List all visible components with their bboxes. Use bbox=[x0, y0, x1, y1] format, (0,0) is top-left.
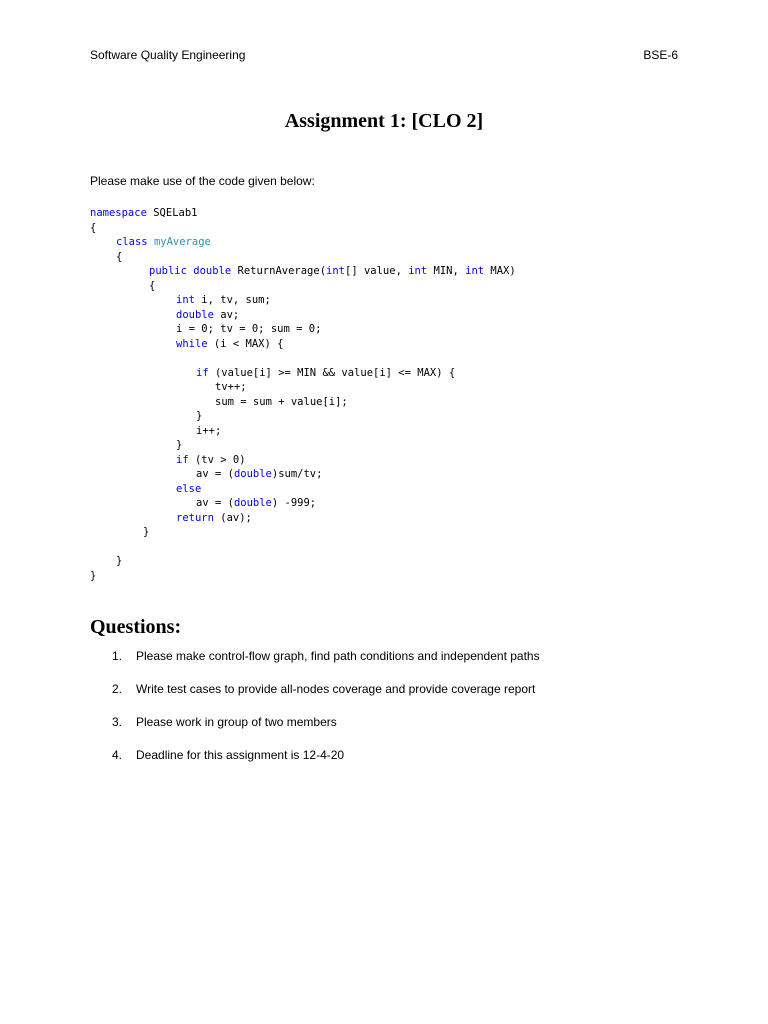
code-type: myAverage bbox=[153, 236, 211, 248]
code-text: } bbox=[116, 555, 123, 567]
code-text: i, tv, sum; bbox=[194, 294, 271, 306]
code-keyword: double bbox=[233, 497, 272, 509]
code-line bbox=[90, 467, 516, 482]
code-line bbox=[90, 496, 516, 511]
code-line bbox=[90, 206, 516, 221]
code-text: ReturnAverage( bbox=[231, 265, 327, 277]
code-keyword: int bbox=[408, 265, 428, 277]
code-line bbox=[90, 322, 516, 337]
code-keyword: double bbox=[233, 468, 272, 480]
code-blank-line bbox=[90, 351, 516, 366]
question-text: Please work in group of two members bbox=[136, 715, 337, 729]
questions-heading: Questions: bbox=[90, 616, 182, 638]
code-keyword: if bbox=[196, 366, 209, 379]
code-text: MIN, bbox=[427, 265, 466, 277]
code-text: tv++; bbox=[215, 381, 247, 393]
code-keyword: return bbox=[176, 511, 214, 524]
code-line bbox=[90, 250, 516, 265]
code-keyword: double bbox=[176, 308, 214, 321]
code-keyword: class bbox=[116, 236, 148, 248]
code-text: i++; bbox=[196, 424, 222, 437]
header-class-code: BSE-6 bbox=[643, 48, 678, 62]
intro-text: Please make use of the code given below: bbox=[90, 174, 315, 188]
header-course-title: Software Quality Engineering bbox=[90, 48, 246, 62]
code-text: (av); bbox=[213, 511, 252, 524]
code-line bbox=[90, 293, 516, 308]
code-line bbox=[90, 424, 516, 439]
code-keyword: namespace bbox=[90, 207, 147, 219]
question-item bbox=[112, 748, 344, 762]
code-text: sum = sum + value[i]; bbox=[215, 395, 348, 408]
code-text: } bbox=[143, 526, 150, 538]
code-keyword: double bbox=[193, 265, 232, 277]
code-keyword: int bbox=[176, 294, 195, 306]
code-text: SQELab1 bbox=[146, 207, 198, 219]
code-line bbox=[90, 308, 516, 323]
question-number: 2. bbox=[112, 682, 123, 696]
question-item bbox=[112, 715, 337, 729]
code-text: ) -999; bbox=[271, 497, 317, 509]
code-keyword: int bbox=[326, 265, 345, 277]
question-number: 1. bbox=[112, 649, 123, 663]
code-line bbox=[90, 366, 516, 381]
code-line bbox=[90, 279, 516, 294]
code-line bbox=[90, 482, 516, 497]
code-text: { bbox=[90, 221, 97, 234]
code-line bbox=[90, 221, 516, 236]
code-line bbox=[90, 395, 516, 410]
code-line bbox=[90, 438, 516, 453]
question-text: Deadline for this assignment is 12-4-20 bbox=[136, 748, 345, 762]
page-title: Assignment 1: [CLO 2] bbox=[284, 110, 484, 132]
question-text: Please make control-flow graph, find path conditions and independent paths bbox=[136, 649, 540, 663]
code-line bbox=[90, 409, 516, 424]
question-number: 3. bbox=[112, 715, 123, 729]
code-blank-line bbox=[90, 540, 516, 555]
code-text: (tv > 0) bbox=[188, 453, 246, 466]
code-keyword: if bbox=[176, 453, 189, 466]
code-line bbox=[90, 264, 516, 279]
code-line bbox=[90, 337, 516, 352]
code-text: { bbox=[116, 250, 123, 263]
code-line bbox=[90, 235, 516, 250]
code-keyword: while bbox=[176, 337, 208, 350]
code-keyword: else bbox=[176, 482, 202, 495]
code-text: av = ( bbox=[196, 497, 234, 509]
code-text: av; bbox=[213, 308, 240, 321]
code-text: } bbox=[196, 410, 203, 422]
code-text: { bbox=[149, 279, 156, 292]
code-line bbox=[90, 453, 516, 468]
question-item bbox=[112, 682, 535, 696]
code-text: i = 0; tv = 0; sum = 0; bbox=[176, 323, 322, 335]
question-number: 4. bbox=[112, 748, 123, 762]
code-text: [] value, bbox=[345, 265, 409, 277]
code-keyword: int bbox=[465, 265, 485, 277]
code-text: } bbox=[176, 439, 183, 451]
code-line bbox=[90, 554, 516, 569]
code-line bbox=[90, 569, 516, 584]
question-item bbox=[112, 649, 540, 663]
code-text: MAX) bbox=[484, 265, 516, 277]
code-keyword: public bbox=[149, 265, 187, 277]
code-line bbox=[90, 525, 516, 540]
code-line bbox=[90, 511, 516, 526]
code-text: )sum/tv; bbox=[271, 468, 323, 480]
question-text: Write test cases to provide all-nodes coverage and provide coverage report bbox=[136, 682, 536, 696]
code-text: av = ( bbox=[196, 468, 234, 480]
code-text: (value[i] >= MIN && value[i] <= MAX) { bbox=[208, 366, 456, 379]
code-text: } bbox=[90, 569, 97, 582]
code-line bbox=[90, 380, 516, 395]
code-text: (i < MAX) { bbox=[207, 337, 284, 350]
code-block bbox=[90, 206, 516, 583]
